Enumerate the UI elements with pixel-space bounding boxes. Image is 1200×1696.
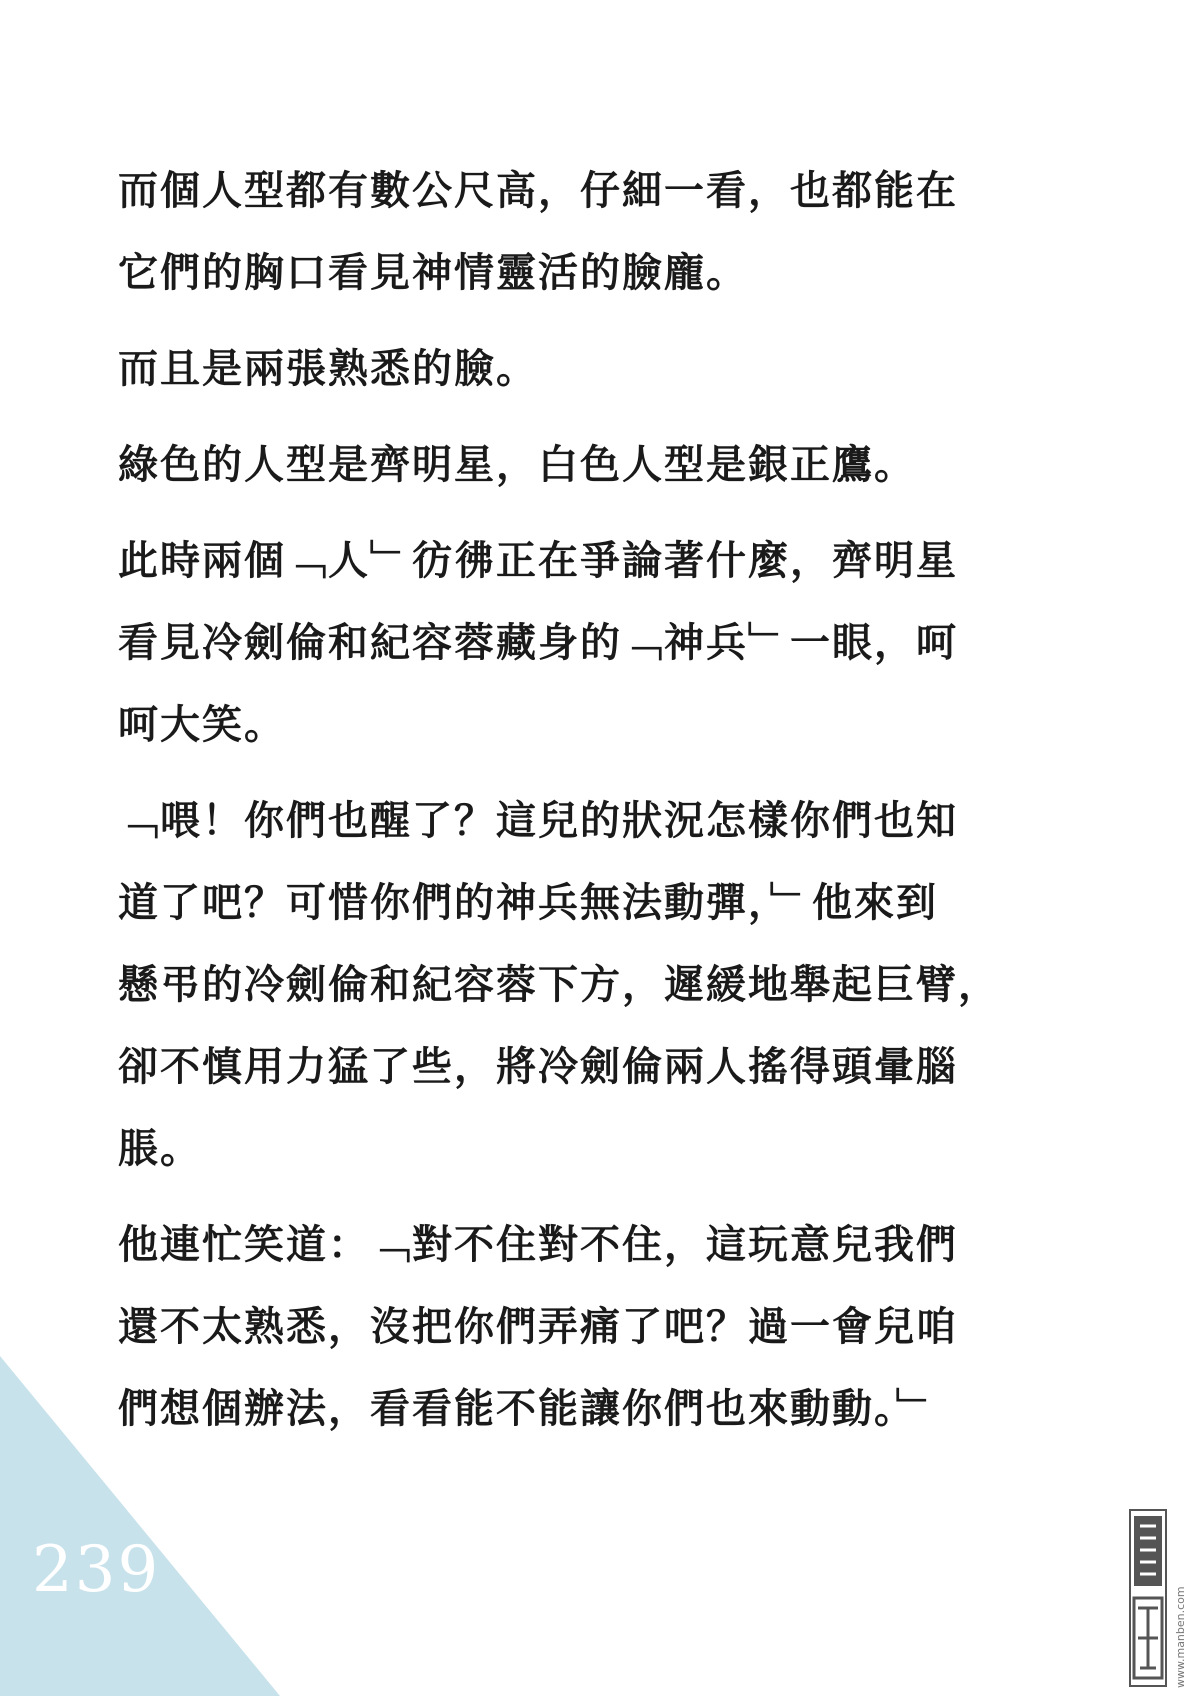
text-line: 此時兩個﹁人﹂彷彿正在爭論著什麼，齊明星 (118, 538, 958, 584)
text-line: 懸弔的冷劍倫和紀容蓉下方，遲緩地舉起巨臂， (118, 962, 1000, 1008)
text-line: 他連忙笑道：﹁對不住對不住，這玩意兒我們 (118, 1222, 958, 1268)
text-line: 而且是兩張熟悉的臉。 (118, 346, 538, 392)
page-number: 239 (32, 1533, 161, 1607)
text-line: ﹁喂！你們也醒了？這兒的狀況怎樣你們也知 (118, 798, 958, 844)
body-text (118, 150, 1078, 1464)
text-line: 而個人型都有數公尺高，仔細一看，也都能在 (118, 168, 958, 214)
text-line: 脹。 (118, 1126, 202, 1172)
text-line: 綠色的人型是齊明星，白色人型是銀正鷹。 (118, 442, 916, 488)
paragraph-4 (118, 520, 1078, 766)
watermark-url: www.manben.com (1174, 1586, 1187, 1688)
paragraph-5 (118, 780, 1078, 1190)
paragraph-3 (118, 424, 1078, 506)
paragraph-1 (118, 150, 1078, 314)
watermark (1128, 1508, 1190, 1688)
paragraph-2 (118, 328, 1078, 410)
text-line: 還不太熟悉，沒把你們弄痛了吧？過一會兒咱 (118, 1304, 958, 1350)
text-line: 它們的胸口看見神情靈活的臉龐。 (118, 250, 748, 296)
text-line: 卻不慎用力猛了些，將冷劍倫兩人搖得頭暈腦 (118, 1044, 958, 1090)
text-line: 呵大笑。 (118, 702, 286, 748)
paragraph-6 (118, 1204, 1078, 1450)
text-line: 道了吧？可惜你們的神兵無法動彈，﹂他來到 (118, 880, 938, 926)
text-line: 們想個辦法，看看能不能讓你們也來動動。﹂ (118, 1386, 938, 1432)
watermark-logo-icon (1128, 1508, 1168, 1688)
text-line: 看見冷劍倫和紀容蓉藏身的﹁神兵﹂一眼，呵 (118, 620, 958, 666)
